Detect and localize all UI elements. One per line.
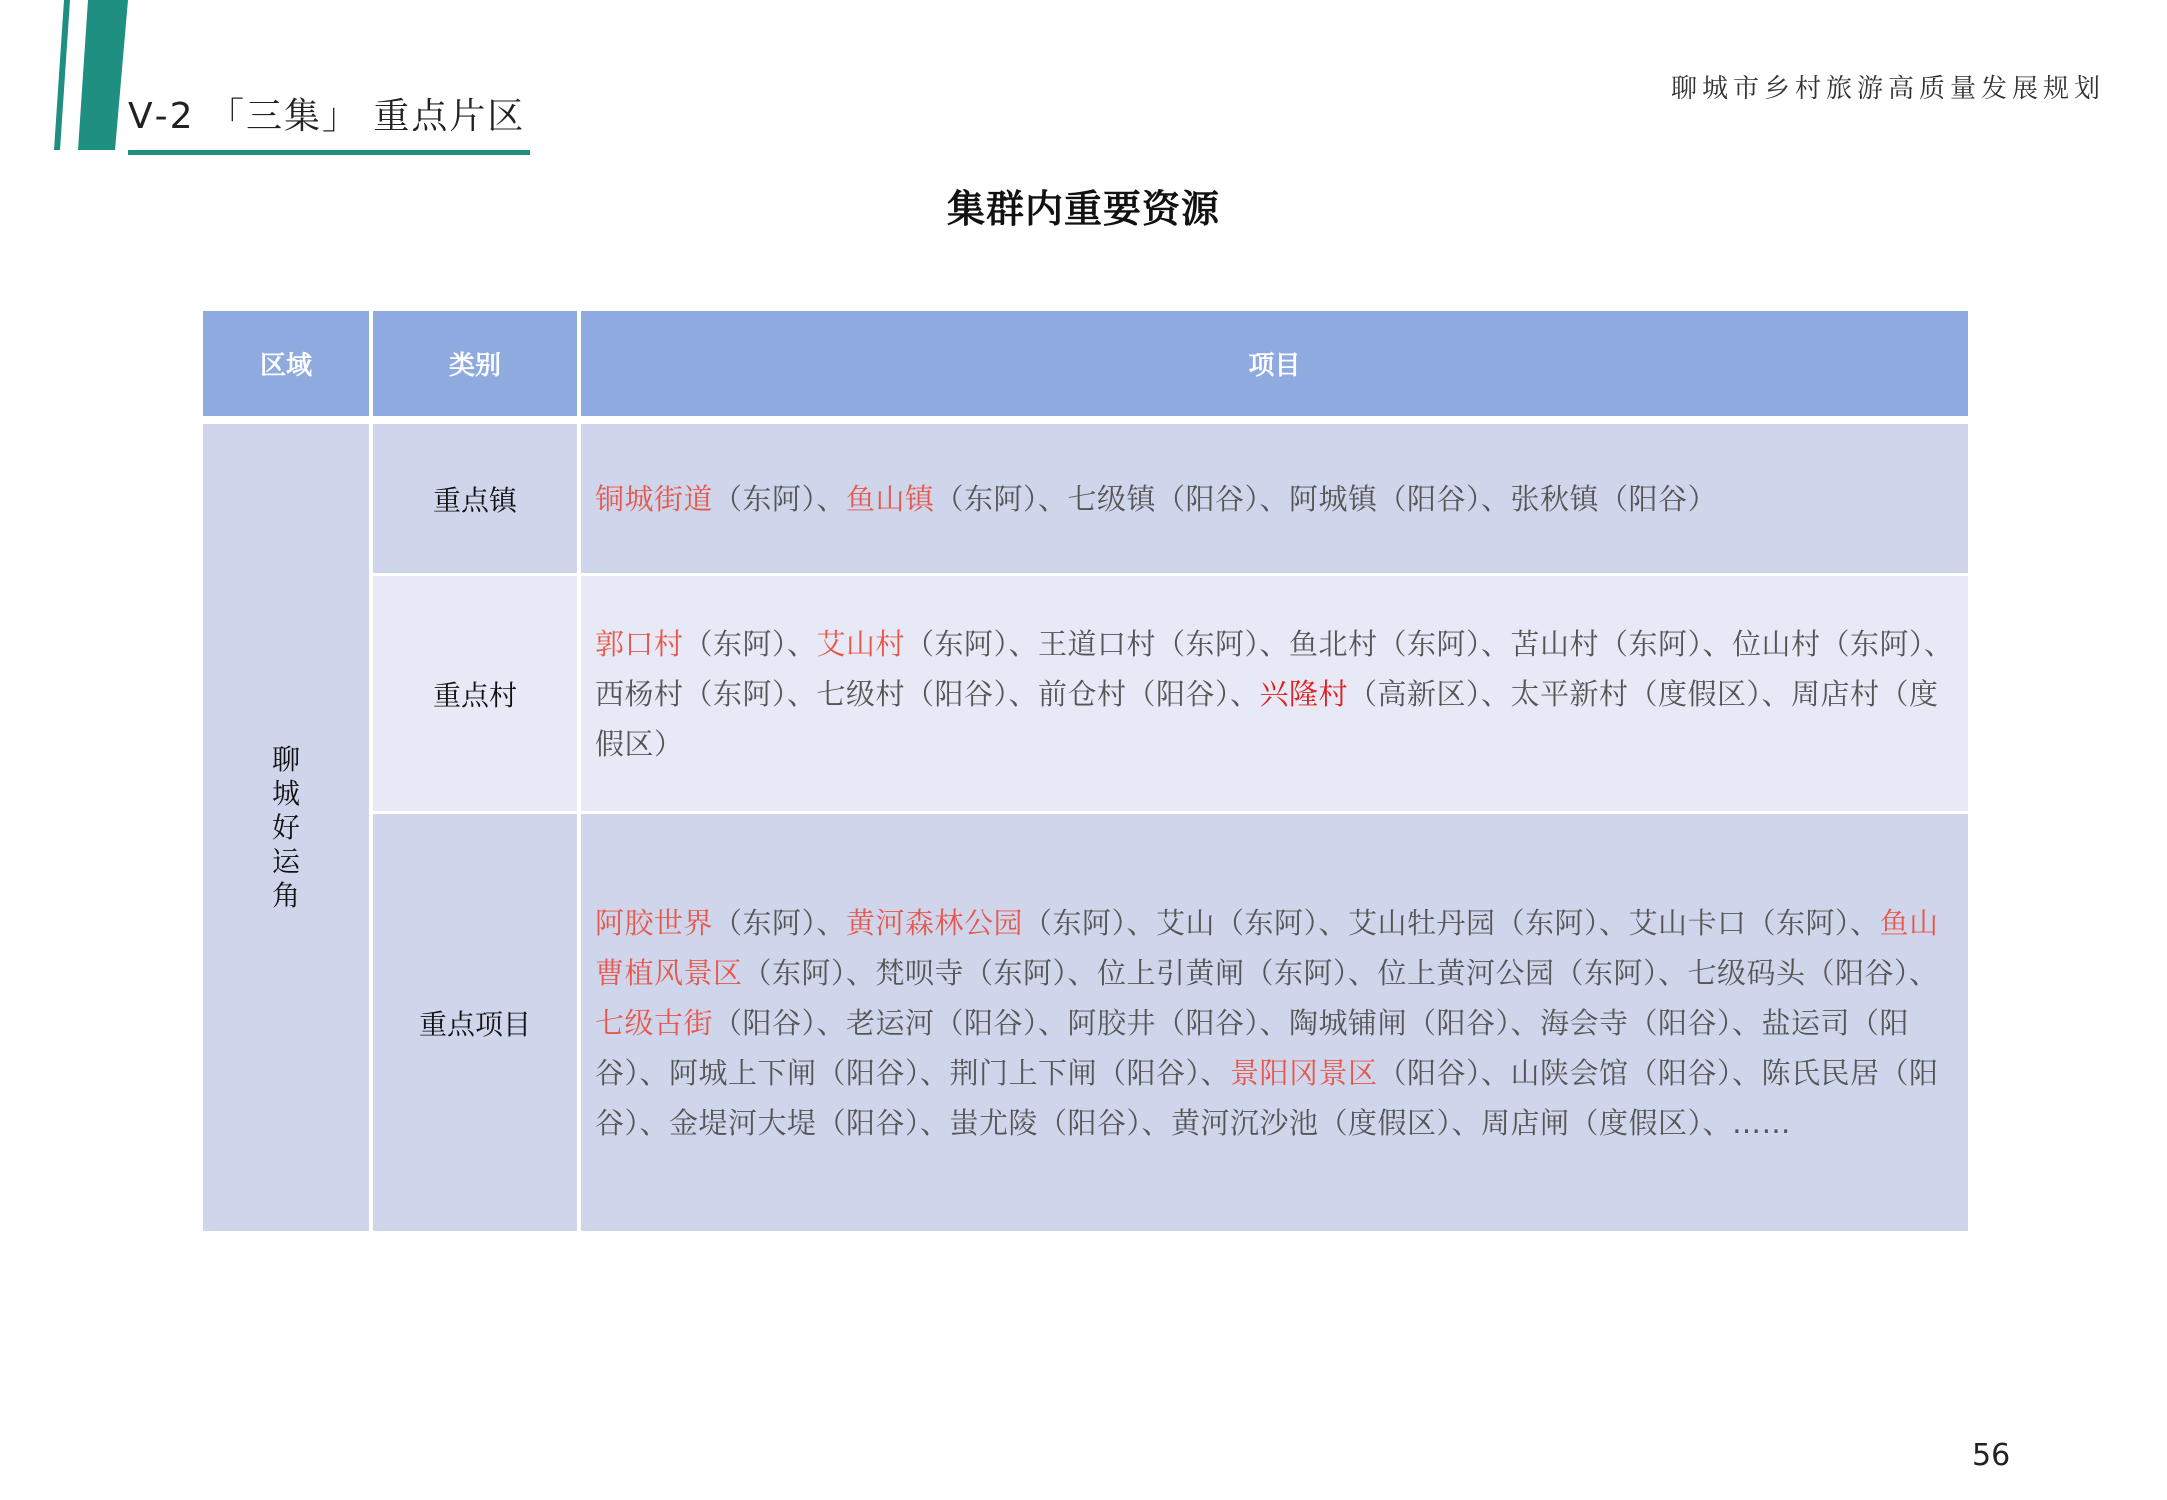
resources-table (199, 311, 1972, 1231)
page-number: 56 (1972, 1438, 2011, 1473)
highlighted-item: 阿胶世界 (595, 905, 714, 940)
item-text: （阳谷）、老运河（阳谷）、阿胶井（阳谷）、陶城铺闸（阳谷）、海会寺（阳谷）、盐运司（阳谷）、阿城上下闸（阳谷）、荆门上下闸（阳谷）、 (595, 1005, 1910, 1090)
header-items: 项目 (581, 311, 1968, 416)
region-cell (203, 424, 369, 1231)
item-text: （东阿）、艾山（东阿）、艾山牡丹园（东阿）、艾山卡口（东阿）、 (1023, 905, 1880, 940)
header-gap (203, 416, 1968, 424)
table-row (203, 814, 1968, 1231)
item-text: （东阿）、王道口村（东阿）、鱼北村（东阿）、苫山村（东阿）、位山村（东阿）、西杨村（东阿）、七级村（阳谷）、前仓村（阳谷）、 (595, 626, 1954, 711)
highlighted-item: 鱼山曹植风景区 (595, 905, 1939, 990)
section-title-underline (128, 150, 530, 155)
section-title: Ⅴ-2 「三集」 重点片区 (128, 96, 526, 137)
table-row (203, 424, 1968, 576)
highlighted-item: 景阳冈景区 (1230, 1055, 1378, 1090)
document-title: 聊城市乡村旅游高质量发展规划 (1670, 74, 2105, 104)
item-text: （东阿）、梵呗寺（东阿）、位上引黄闸（东阿）、位上黄河公园（东阿）、七级码头（阳谷）、 (742, 955, 1939, 990)
items-cell (581, 814, 1968, 1231)
category-cell: 重点村 (373, 576, 577, 814)
highlighted-item: 黄河森林公园 (846, 905, 1024, 940)
item-text: （高新区）、太平新村（度假区）、周店村（度假区） (595, 676, 1939, 761)
item-text: （东阿）、七级镇（阳谷）、阿城镇（阳谷）、张秋镇（阳谷） (934, 481, 1718, 516)
header-region: 区域 (203, 311, 369, 416)
category-cell: 重点镇 (373, 424, 577, 576)
highlighted-item: 七级古街 (595, 1005, 714, 1040)
highlighted-item: 郭口村 (595, 626, 684, 661)
table-header-row (203, 311, 1968, 416)
corner-stripes-decoration (0, 0, 140, 160)
category-cell: 重点项目 (373, 814, 577, 1231)
highlighted-item: 鱼山镇 (846, 481, 935, 516)
region-label: 聊城好运角 (271, 742, 300, 912)
header-category: 类别 (373, 311, 577, 416)
items-cell (581, 576, 1968, 814)
item-text: （东阿）、 (713, 905, 847, 940)
items-cell (581, 424, 1968, 576)
page-heading: 集群内重要资源 (946, 187, 1220, 231)
item-text: （阳谷）、山陕会馆（阳谷）、陈氏民居（阳谷）、金堤河大堤（阳谷）、蚩尤陵（阳谷）、黄河沉沙池（度假区）、周店闸（度假区）、…… (595, 1055, 1939, 1140)
table-row (203, 576, 1968, 814)
highlighted-item: 艾山村 (816, 626, 906, 661)
item-text: （东阿）、 (713, 481, 847, 516)
highlighted-item: 铜城街道 (595, 481, 714, 516)
item-text: （东阿）、 (683, 626, 817, 661)
highlighted-item: 兴隆村 (1259, 676, 1349, 711)
